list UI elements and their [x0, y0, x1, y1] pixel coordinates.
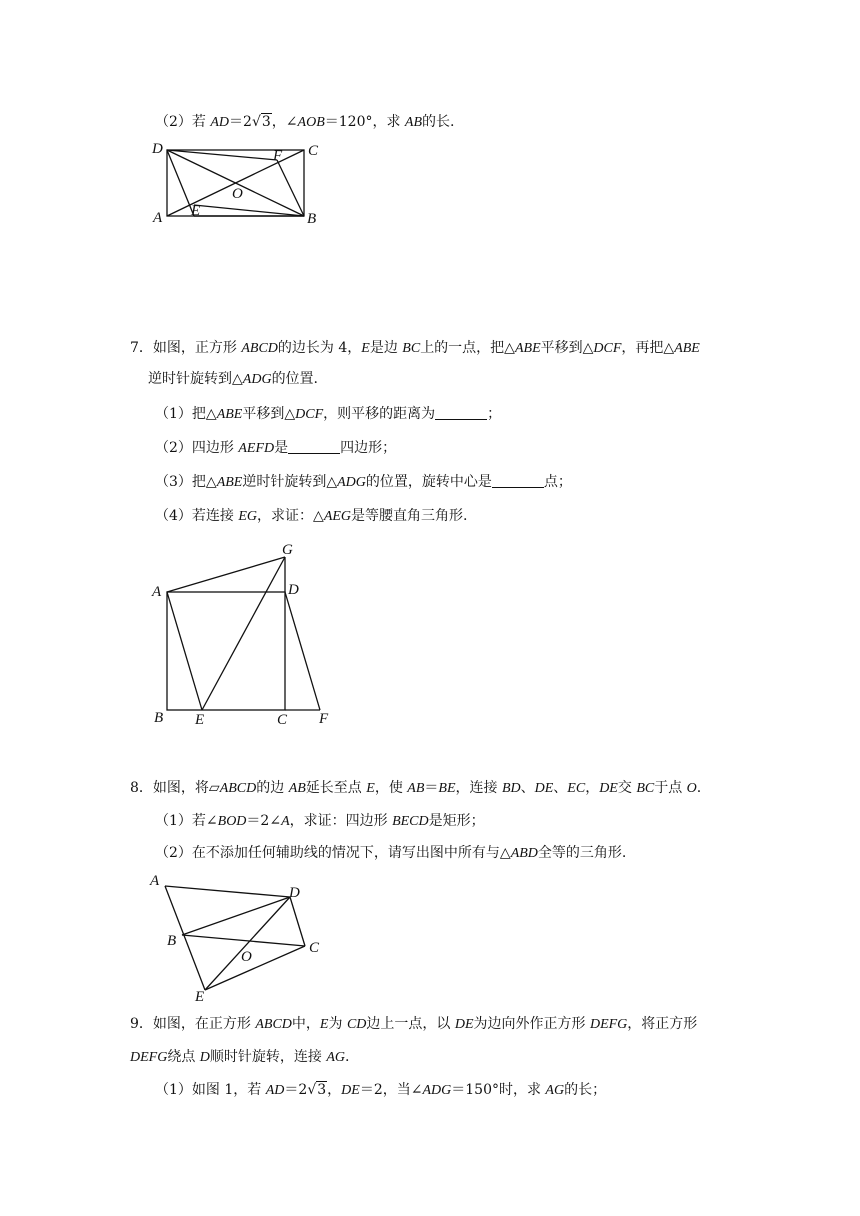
text-span: 8．如图，将▱ — [130, 780, 220, 796]
q6-part2-text — [155, 112, 454, 133]
text-span: AEFD — [238, 441, 275, 456]
text-span: ，将正方形 — [627, 1016, 698, 1032]
text-span: 于点 — [654, 780, 687, 796]
text-span: （1）把△ — [155, 406, 217, 422]
text-span: 的位置. — [271, 371, 319, 387]
text-span: （2）若 — [155, 114, 211, 130]
text-span: AG — [326, 1050, 346, 1065]
text-span: ，连接 — [455, 780, 502, 796]
fig6-label: B — [307, 211, 317, 227]
sqrt-symbol: √3 — [251, 114, 271, 130]
fig6-label: C — [308, 143, 319, 159]
text-span: 为边向外作正方形 — [473, 1016, 590, 1032]
fig7-label: A — [152, 584, 162, 600]
text-span: AD — [265, 1083, 285, 1098]
text-span: AB — [407, 781, 425, 796]
text-span: ABCD — [241, 341, 278, 356]
fig8-label: E — [195, 989, 205, 1005]
text-span: ，求证：四边形 — [289, 813, 393, 829]
text-span: 为 — [328, 1016, 347, 1032]
text-span: ∠ — [285, 114, 298, 130]
fig6-label: F — [273, 148, 283, 164]
text-span: DCF — [593, 341, 622, 356]
text-span: E — [361, 341, 370, 356]
text-span: （4）若连接 — [155, 508, 239, 524]
text-span: AD — [210, 115, 230, 130]
fig6-label: O — [232, 186, 243, 202]
text-span: DEFG — [589, 1017, 628, 1032]
text-span: ADG — [242, 372, 272, 387]
text-span: ABCD — [255, 1017, 292, 1032]
text-span: ， — [327, 1082, 342, 1098]
text-span: BE — [438, 781, 456, 796]
fig8-label: B — [167, 933, 177, 949]
q9-stem-line2 — [130, 1047, 349, 1068]
text-span: ， — [271, 114, 286, 130]
text-span: AEG — [323, 509, 352, 524]
segment-dc — [290, 897, 305, 946]
text-span: 7．如图，正方形 — [130, 340, 242, 356]
segment-bd — [182, 897, 290, 935]
text-span: 延长至点 — [305, 780, 367, 796]
text-span: AOB — [297, 115, 325, 130]
text-span: 全等的三角形. — [537, 845, 627, 861]
text-span: DCF — [295, 407, 324, 422]
text-span: DE — [454, 1017, 474, 1032]
text-span: BECD — [392, 814, 429, 829]
text-span: 平移到△ — [540, 340, 594, 356]
text-span: 的长. — [422, 114, 455, 130]
q9-stem-line1 — [130, 1014, 697, 1035]
text-span: . — [345, 1049, 350, 1065]
q7-part4 — [155, 506, 467, 527]
segment-fb — [277, 160, 304, 216]
text-span: 的边 — [256, 780, 289, 796]
text-span: BOD — [217, 814, 247, 829]
fig6-label: A — [153, 210, 163, 226]
text-span: 四边形； — [340, 440, 397, 456]
text-span: 点； — [543, 474, 572, 490]
text-span: ABCD — [219, 781, 257, 796]
segment-ae — [165, 886, 205, 990]
q7-part3 — [155, 472, 572, 493]
text-span: . — [696, 780, 702, 796]
fig6-label: D — [152, 141, 163, 157]
q7-part2 — [155, 438, 396, 459]
text-span: ADG — [422, 1083, 452, 1098]
text-span: 的位置，旋转中心是 — [365, 474, 492, 490]
text-span: 边上一点，以 — [366, 1016, 455, 1032]
diagonal-ac — [167, 150, 304, 216]
text-span: DE — [599, 781, 618, 796]
segment-df — [167, 150, 277, 160]
text-span: 是边 — [369, 340, 403, 356]
text-span: ，求证：△ — [257, 508, 324, 524]
text-span: 中， — [291, 1016, 320, 1032]
fig7-label: E — [195, 712, 205, 728]
text-span: ＝150°时，求 — [451, 1082, 546, 1098]
segment-bc — [182, 935, 305, 946]
text-span: E — [366, 781, 375, 796]
text-span: 3 — [317, 1082, 327, 1098]
text-span: ABE — [216, 475, 243, 490]
text-span: 绕点 — [167, 1049, 200, 1065]
fig7-label: D — [288, 582, 299, 598]
text-span: CD — [346, 1017, 367, 1032]
segment-eg — [202, 557, 285, 710]
text-span: AG — [545, 1083, 565, 1098]
text-span: ，再把△ — [621, 340, 675, 356]
text-span: EG — [238, 509, 258, 524]
text-span: （2）在不添加任何辅助线的情况下，请写出图中所有与△ — [155, 845, 511, 861]
text-span: DE — [341, 1083, 360, 1098]
text-span: 是等腰直角三角形. — [351, 508, 468, 524]
text-span: ＝2∠ — [246, 813, 282, 829]
text-span: ABD — [510, 846, 538, 861]
text-span: 逆时针旋转到△ — [148, 371, 243, 387]
segment-eb — [194, 205, 304, 216]
square-abcd — [167, 592, 285, 710]
text-span: EC — [567, 781, 586, 796]
fig7-label: C — [277, 712, 288, 728]
q9-part1 — [155, 1080, 606, 1101]
text-span: 的长； — [564, 1082, 607, 1098]
text-span: 是矩形； — [428, 813, 485, 829]
text-span: ＝2 — [229, 114, 252, 130]
q7-part1 — [155, 404, 501, 425]
answer-blank[interactable] — [288, 439, 340, 454]
q8-stem — [130, 778, 701, 799]
q8-part2 — [155, 843, 626, 864]
text-span: ABE — [674, 341, 700, 356]
fig6-label: E — [191, 203, 201, 219]
text-span: 是 — [274, 440, 289, 456]
q7-stem-line2 — [148, 369, 318, 390]
answer-blank[interactable] — [492, 473, 544, 488]
fig8-label: O — [241, 949, 252, 965]
text-span: ＝ — [424, 780, 439, 796]
text-span: ＝120°，求 — [324, 114, 405, 130]
fig7-label: G — [282, 542, 293, 558]
segment-ec — [205, 946, 305, 990]
text-span: ，使 — [374, 780, 408, 796]
text-span: 逆时针旋转到△ — [242, 474, 338, 490]
diagonal-db — [167, 150, 304, 216]
text-span: AB — [288, 781, 306, 796]
q8-part1 — [155, 811, 485, 832]
text-span: ADG — [337, 475, 366, 490]
text-span: O — [686, 781, 697, 796]
segment-ad — [165, 886, 290, 897]
text-span: 的边长为 4， — [277, 340, 362, 356]
fig7-label: B — [154, 710, 164, 726]
text-span: DE — [534, 781, 554, 796]
text-span: ， — [585, 780, 600, 796]
text-span: 交 — [617, 780, 637, 796]
text-span: BC — [402, 341, 421, 356]
text-span: （3）把△ — [155, 474, 217, 490]
text-span: 3 — [261, 114, 271, 130]
text-span: ＝2 — [284, 1082, 308, 1098]
text-span: ＝2，当∠ — [359, 1082, 423, 1098]
fig8-label: C — [309, 940, 320, 956]
text-span: 上的一点，把△ — [420, 340, 515, 356]
segment-ag — [167, 557, 285, 592]
text-span: D — [199, 1050, 210, 1065]
text-span: A — [281, 814, 290, 829]
text-span: 9．如图，在正方形 — [130, 1016, 256, 1032]
text-span: 顺时针旋转，连接 — [209, 1049, 327, 1065]
sqrt-symbol: √3 — [307, 1082, 327, 1098]
segment-de — [205, 897, 290, 990]
fig7-label: F — [319, 711, 329, 727]
rectangle-abcd — [167, 150, 304, 216]
text-span: ，则平移的距离为 — [323, 406, 436, 422]
text-span: AB — [404, 115, 423, 130]
segment-df — [285, 592, 320, 710]
segment-de — [167, 150, 194, 216]
q7-stem-line1 — [130, 338, 700, 359]
text-span: BD — [501, 781, 521, 796]
text-span: BC — [636, 781, 655, 796]
fig8-label: A — [150, 873, 160, 889]
text-span: （1）若∠ — [155, 813, 218, 829]
segment-ae — [167, 592, 202, 710]
text-span: ABE — [514, 341, 541, 356]
text-span: （1）如图 1，若 — [155, 1082, 266, 1098]
text-span: 平移到△ — [242, 406, 296, 422]
text-span: （2）四边形 — [155, 440, 239, 456]
text-span: ； — [487, 406, 502, 422]
text-span: DEFG — [130, 1050, 168, 1065]
text-span: ABE — [216, 407, 243, 422]
fig8-label: D — [289, 885, 300, 901]
text-span: 、 — [553, 780, 568, 796]
text-span: E — [319, 1017, 329, 1032]
answer-blank[interactable] — [435, 405, 487, 420]
text-span: 、 — [520, 780, 535, 796]
